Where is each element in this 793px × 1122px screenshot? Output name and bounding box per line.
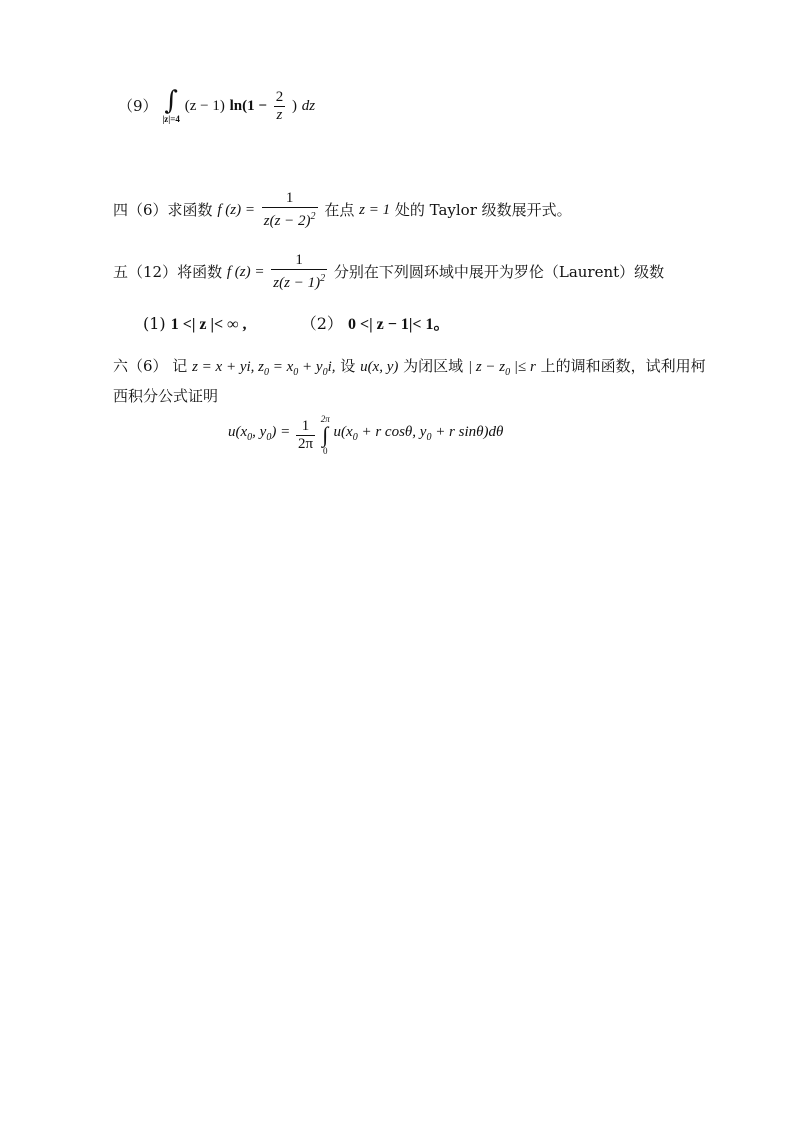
q4-suffix: 处的 Taylor 级数展开式。: [394, 201, 572, 219]
q5-case1-label: (1): [143, 314, 166, 333]
q6-mid: 设: [340, 357, 356, 375]
q5-case2: 0 <| z − 1|< 1。: [348, 316, 450, 333]
q6-integrand: $u(x_0 + r$ cosθ, $y_0 + r$ sinθ)dθ: [333, 424, 504, 443]
q6-num: 1: [301, 417, 310, 434]
q6-region: | $z - z_0$ |≤ r: [467, 359, 536, 378]
item9-fraction: [274, 89, 286, 124]
q5-case1: 1 <| z |< ∞ ,: [170, 316, 247, 333]
q6-formula: [228, 414, 503, 464]
question-6: [113, 356, 706, 383]
item9-line: [118, 88, 315, 136]
q5-prefix: 五（12）将函数: [113, 263, 223, 281]
integral-contour: |z|=4: [162, 114, 180, 124]
item9-num: 2: [275, 88, 284, 105]
q4-fz: f (z) =: [217, 202, 255, 218]
question-4: [113, 190, 572, 232]
q5-case2-label: （2）: [300, 314, 343, 333]
item9-ln: ln(1 −: [229, 98, 267, 114]
q5-cases: [143, 314, 450, 335]
q4-fraction: [262, 190, 318, 230]
q4-mid: 在点: [324, 201, 355, 219]
q4-prefix: 四（6）求函数: [113, 201, 213, 219]
q6-suffix: 上的调和函数，试利用柯: [540, 357, 706, 375]
item9-label: （9）: [118, 97, 158, 115]
q6-lhs: $u(x_0$, $y_0$) =: [228, 424, 291, 443]
question-5: [113, 252, 664, 294]
q6-prefix: 六（6） 记: [113, 357, 188, 375]
q5-fraction: [271, 252, 327, 292]
item9-den: z: [274, 106, 286, 124]
q6-fraction: [296, 418, 315, 453]
item9-factor: (z − 1): [184, 98, 225, 114]
q6-int-lower: 0: [323, 446, 328, 456]
item9-dz: dz: [301, 98, 316, 114]
q5-den: $z(z - 1)^2$: [271, 269, 327, 292]
q5-suffix: 分别在下列圆环域中展开为罗伦（Laurent）级数: [333, 263, 665, 281]
item9-close: ): [291, 98, 297, 114]
q4-num: 1: [285, 190, 294, 206]
q4-cond: z = 1: [359, 202, 391, 218]
q6-u: u(x, y): [360, 359, 399, 375]
q6-eq1: z = x + yi, $z_0 = x_0 + y_0i$,: [192, 359, 336, 378]
q5-num: 1: [295, 252, 303, 268]
q5-fz: f (z) =: [226, 264, 265, 280]
q6-den: 2π: [297, 435, 314, 452]
integral-sign: ∫ |z|=4: [162, 86, 180, 124]
q4-den: $z(z - 2)^2$: [262, 207, 318, 230]
q6-int-upper: 2π: [320, 414, 330, 424]
q6-mid2: 为闭区域: [403, 357, 464, 375]
q6-integral-sign: 2π ∫ 0: [320, 414, 330, 456]
q6-line2: 西积分公式证明: [113, 387, 219, 405]
